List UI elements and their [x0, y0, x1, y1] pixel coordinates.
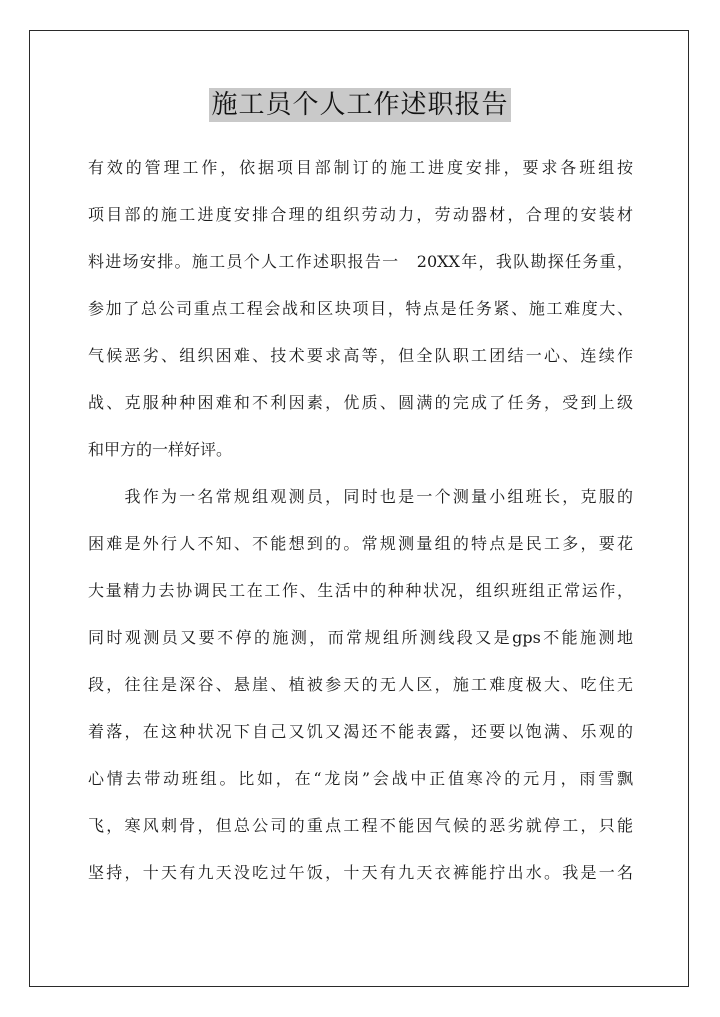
- paragraph-line: 和甲方的一样好评。: [88, 440, 233, 459]
- paragraph-line: 料进场安排。施工员个人工作述职报告一 20XX年，我队勘探任务重，: [88, 252, 633, 271]
- paragraph-line: 着落，在这种状况下自己又饥又渴还不能表露，还要以饱满、乐观的: [88, 722, 633, 741]
- paragraph-line: 同时观测员又要不停的施测，而常规组所测线段又是gps不能施测地: [88, 628, 633, 647]
- paragraph-line: 坚持，十天有九天没吃过午饭，十天有九天衣裤能拧出水。我是一名: [88, 863, 633, 882]
- paragraph-line: 段，往往是深谷、悬崖、植被参天的无人区，施工难度极大、吃住无: [88, 675, 633, 694]
- paragraph-line: 项目部的施工进度安排合理的组织劳动力，劳动器材，合理的安装材: [88, 205, 633, 224]
- paragraph-line: 气候恶劣、组织困难、技术要求高等，但全队职工团结一心、连续作: [88, 346, 633, 365]
- paragraph-line: 参加了总公司重点工程会战和区块项目，特点是任务紧、施工难度大、: [88, 299, 633, 318]
- paragraph-line: 我作为一名常规组观测员，同时也是一个测量小组班长，克服的: [88, 487, 633, 506]
- paragraph-line: 战、克服种种困难和不利因素，优质、圆满的完成了任务，受到上级: [88, 393, 633, 412]
- paragraph-line: 飞，寒风刺骨，但总公司的重点工程不能因气候的恶劣就停工，只能: [88, 816, 633, 835]
- paragraph-line: 大量精力去协调民工在工作、生活中的种种状况，组织班组正常运作，: [88, 581, 633, 600]
- document-title: 施工员个人工作述职报告: [211, 90, 509, 120]
- title-container: [0, 88, 720, 122]
- paragraph-line: 心情去带动班组。比如，在“龙岗”会战中正值寒冷的元月，雨雪飘: [88, 769, 633, 788]
- paragraph-line: 有效的管理工作，依据项目部制订的施工进度安排，要求各班组按: [88, 158, 633, 177]
- paragraph-line: 困难是外行人不知、不能想到的。常规测量组的特点是民工多，要花: [88, 534, 633, 553]
